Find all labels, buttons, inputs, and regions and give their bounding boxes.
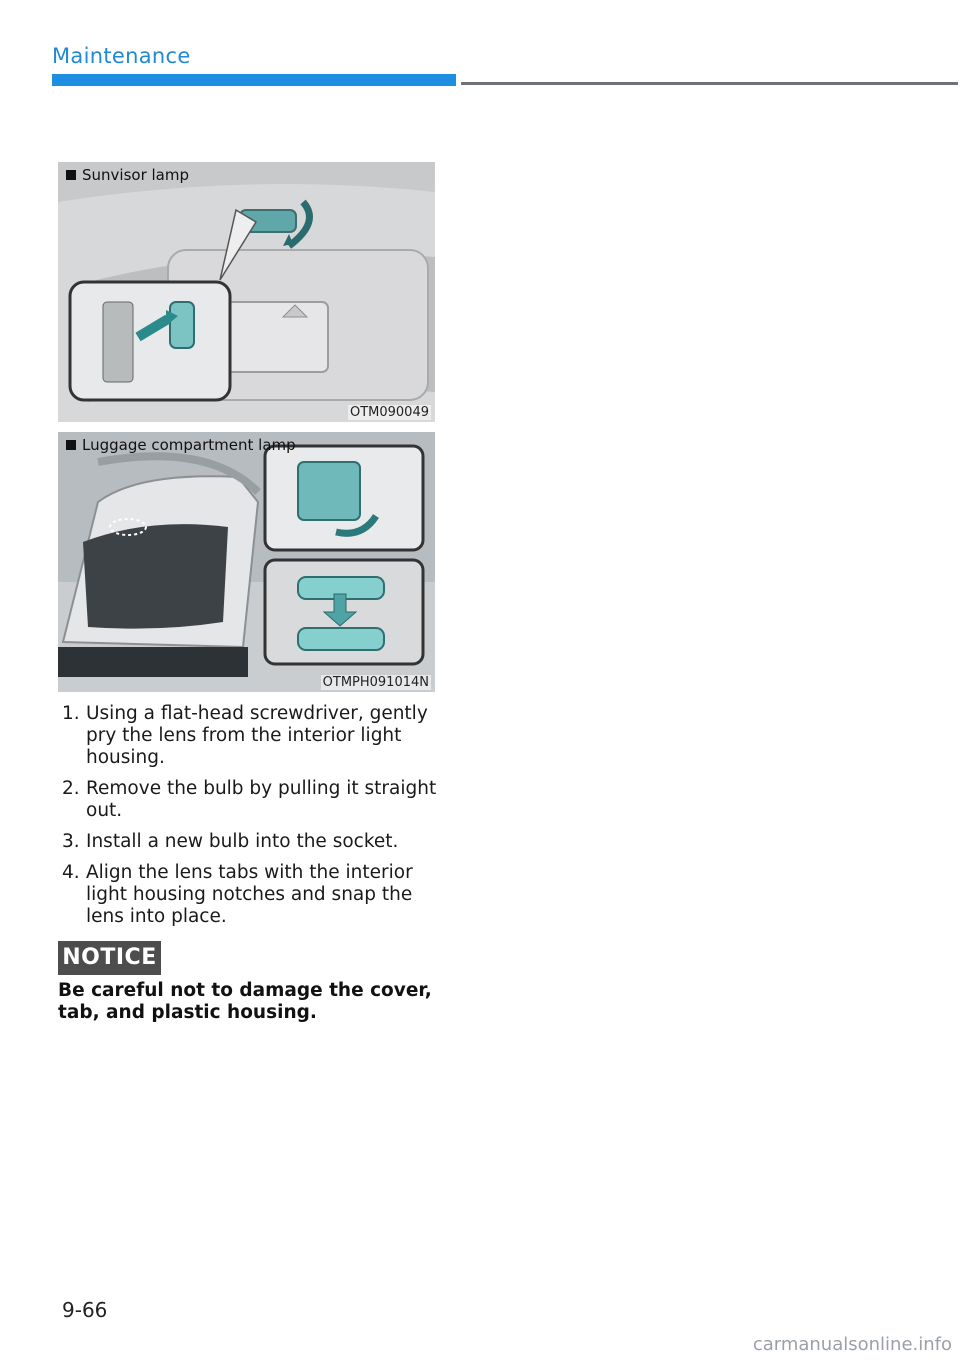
step-text: Using a flat-head screwdriver, gently pry the lens from the interior light housing. — [86, 703, 428, 768]
figure-caption — [66, 166, 189, 184]
notice-badge: NOTICE — [58, 941, 161, 975]
step-item — [62, 778, 442, 822]
step-item — [62, 831, 442, 853]
page-number: 9-66 — [62, 1298, 108, 1322]
figure-caption — [66, 436, 296, 454]
notice-text: Be careful not to damage the cover, tab, and plastic housing. — [58, 980, 432, 1023]
luggage-lamp-illustration — [58, 432, 435, 692]
header-rule-accent — [52, 74, 456, 86]
header-rule — [461, 82, 958, 85]
luggage-lamp-figure — [58, 432, 435, 692]
step-number: 4. — [62, 862, 80, 883]
section-title: Maintenance — [52, 44, 191, 68]
step-item — [62, 862, 442, 928]
sunvisor-lamp-illustration — [58, 162, 435, 422]
step-item — [62, 703, 442, 769]
figure-code: OTM090049 — [349, 405, 429, 420]
step-text: Align the lens tabs with the interior light housing notches and snap the lens into place. — [86, 862, 413, 927]
figure-caption-text: Sunvisor lamp — [82, 166, 189, 184]
watermark: carmanualsonline.info — [752, 1334, 952, 1355]
figure-code: OTMPH091014N — [322, 675, 429, 690]
caption-square-icon — [66, 440, 76, 450]
caption-square-icon — [66, 170, 76, 180]
step-text: Install a new bulb into the socket. — [86, 831, 399, 852]
step-text: Remove the bulb by pulling it straight out. — [86, 778, 437, 821]
sunvisor-lamp-figure — [58, 162, 435, 422]
figure-caption-text: Luggage compartment lamp — [82, 436, 296, 454]
step-number: 1. — [62, 703, 80, 724]
step-number: 2. — [62, 778, 80, 799]
step-number: 3. — [62, 831, 80, 852]
replacement-steps — [62, 703, 442, 937]
